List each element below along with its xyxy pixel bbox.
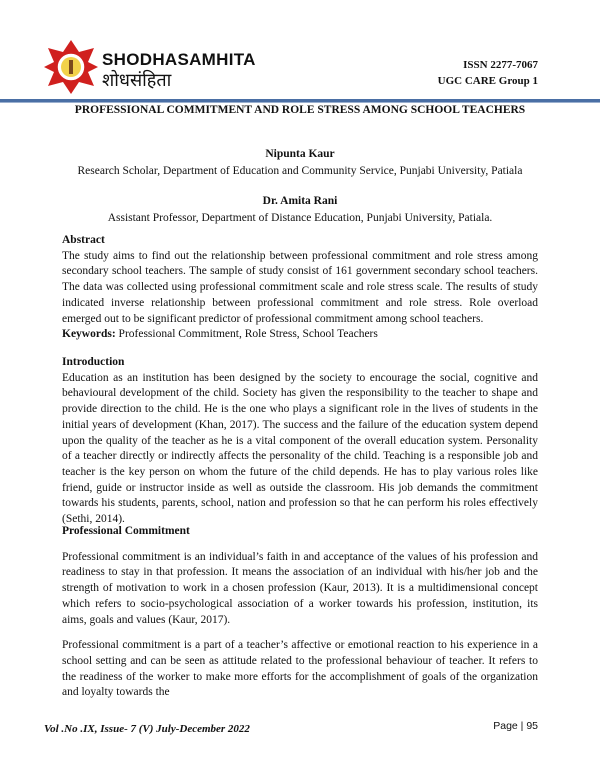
paragraph: Professional commitment is an individual’s faith in and acceptance of the values of his profession and readiness to stay in that profession. It means the association of an individual with his/her job and the strength of motivation to work in a chosen profession (Kaur, 2013). It is a multidimensional concept which refers to socio-psychological association of a worker towards his profession, institution, its aims, goals and values (Kaur, 2017).	[62, 550, 538, 626]
journal-name: SHODHASAMHITA	[102, 50, 256, 69]
ugc-care-group: UGC CARE Group 1	[437, 75, 538, 87]
paragraph: Professional commitment is a part of a teacher’s affective or emotional reaction to his experience in a school setting and can be seen as attitude related to the professional behaviour of teacher. It refers to the readiness of the worker to make more efforts for the accomplishment of goals of the organization and loyalty towards the	[62, 639, 538, 699]
journal-info	[438, 57, 538, 89]
author-affiliation: Research Scholar, Department of Education and Community Service, Punjabi University, Patiala	[77, 165, 523, 177]
keywords-text: Professional Commitment, Role Stress, School Teachers	[115, 328, 378, 341]
author-name: Nipunta Kaur	[265, 148, 335, 160]
abstract-heading: Abstract	[62, 234, 105, 246]
journal-name-hindi: शोधसंहिता	[102, 70, 172, 91]
journal-logo	[44, 40, 98, 94]
introduction-section	[62, 355, 538, 528]
introduction-heading: Introduction	[62, 356, 125, 368]
article-title: PROFESSIONAL COMMITMENT AND ROLE STRESS AMONG SCHOOL TEACHERS	[74, 104, 526, 116]
page-number: Page | 95	[493, 720, 538, 732]
keywords-label: Keywords:	[62, 328, 116, 341]
issn: ISSN 2277-7067	[463, 59, 538, 71]
professional-commitment-section	[62, 524, 538, 701]
footer-volume: Vol .No .IX, Issue- 7 (V) July-December 2022	[44, 723, 250, 735]
abstract-section	[62, 233, 538, 343]
header-divider	[0, 99, 600, 103]
author-affiliation: Assistant Professor, Department of Distance Education, Punjabi University, Patiala.	[107, 212, 493, 224]
professional-commitment-heading: Professional Commitment	[62, 525, 190, 537]
introduction-text: Education as an institution has been designed by the society to encourage the social, cognitive and behavioural development of the child. Society has given the responsibility to the teacher to shape and provide direction to the child. He is the one who plays a significant role in the lives of students in the initial years of development (Khan, 2017). The success and the failure of the education system depend upon the quality of the teacher as he is a vital component of the overall education system. Personality of a teacher directly or indirectly affects the personality of the child. Teaching is a responsible job and teacher is the key person on whom the future of the child depends. He has to play various roles like friend, guide or instructor inside as well as outside the classroom. His job demands the commitment towards his students, parents, school, nation and profession so that he can perform his roles effectively (Sethi, 2014).	[62, 371, 538, 526]
abstract-text: The study aims to find out the relationship between professional commitment and role stress among secondary school teachers. The sample of study consist of 161 government secondary school teachers. The data was collected using professional commitment scale and role stress scale. The results of study indicated inverse relationship between professional commitment and role stress. Role overload emerged out to be significant predictor of professional commitment among school teachers.	[62, 249, 538, 325]
author-name: Dr. Amita Rani	[262, 195, 338, 207]
keywords	[62, 327, 538, 343]
